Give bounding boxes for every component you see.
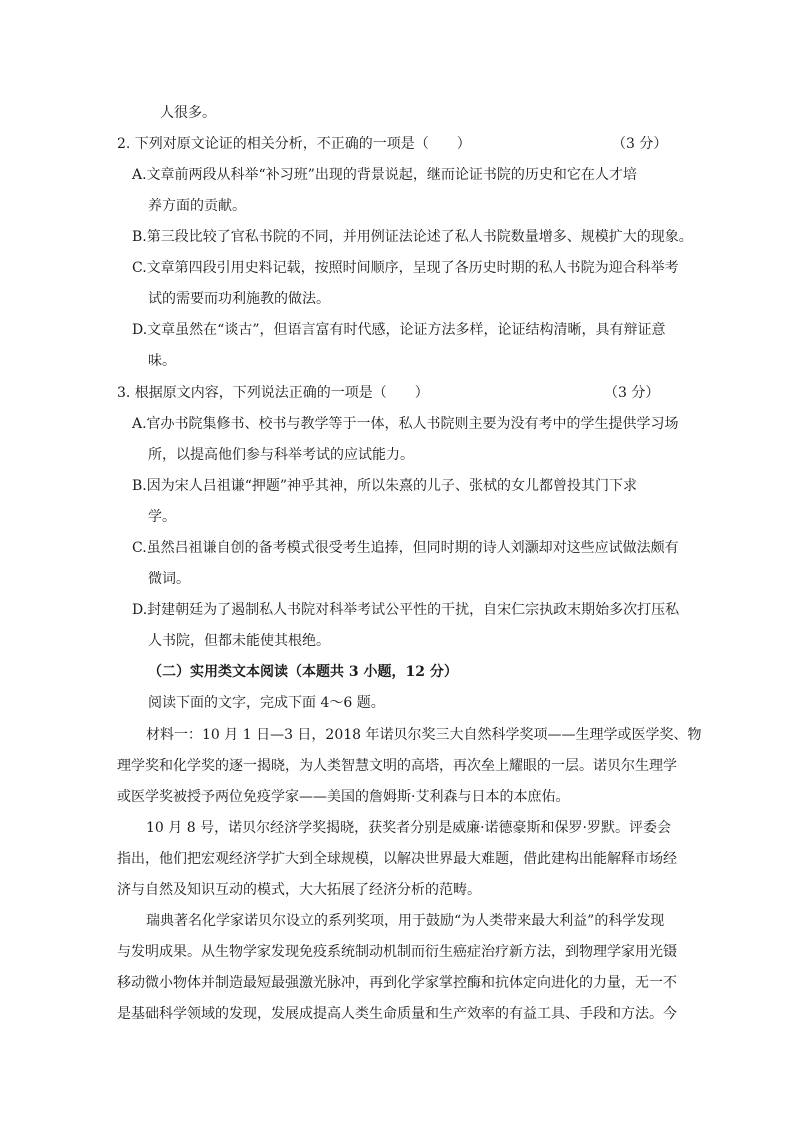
reading-instruction: 阅读下面的文字，完成下面 4～6 题。 — [148, 695, 385, 711]
question-2-stem: 2. 下列对原文论证的相关分析，不正确的一项是（ ） — [117, 136, 471, 152]
option-2a: A.文章前两段从科举“补习班”出现的背景说起，继而论证书院的历史和它在人才培 — [132, 167, 637, 183]
question-2-score: （3 分） — [612, 136, 668, 152]
material-paragraph-line: 理学奖和化学奖的逐一揭晓，为人类智慧文明的高塔，再次垒上耀眼的一层。诺贝尔生理学 — [117, 758, 677, 774]
material-paragraph-line: 与发明成果。从生物学家发现免疫系统制动机制而衍生癌症治疗新方法，到物理学家用光镊 — [117, 944, 677, 960]
material-paragraph-line: 或医学奖被授予两位免疫学家——美国的詹姆斯·艾利森与日本的本庶佑。 — [117, 789, 570, 805]
section-heading: （二）实用类文本阅读（本题共 3 小题，12 分） — [148, 664, 458, 680]
material-paragraph-line: 指出，他们把宏观经济学扩大到全球规模，以解决世界最大难题，借此建构出能解释市场经 — [117, 851, 677, 867]
option-3c-cont: 微词。 — [148, 571, 190, 587]
material-paragraph-line: 材料一：10 月 1 日—3 日，2018 年诺贝尔奖三大自然科学奖项——生理学或医学奖、物 — [146, 727, 702, 743]
option-3d-cont: 人书院，但都未能使其根绝。 — [148, 633, 330, 649]
paragraph-line: 人很多。 — [160, 105, 216, 121]
question-3-score: （3 分） — [604, 385, 660, 401]
material-paragraph-line: 是基础科学领域的发现，发展成提高人类生命质量和生产效率的有益工具、手段和方法。今 — [117, 1006, 677, 1022]
option-2c: C.文章第四段引用史料记载，按照时间顺序，呈现了各历史时期的私人书院为迎合科举考 — [132, 260, 679, 276]
option-3a-cont: 所，以提高他们参与科举考试的应试能力。 — [148, 447, 414, 463]
option-2b: B.第三段比较了官私书院的不同，并用例证法论述了私人书院数量增多、规模扩大的现象。 — [132, 229, 693, 245]
option-2a-cont: 养方面的贡献。 — [148, 198, 246, 214]
option-2d-cont: 味。 — [148, 353, 176, 369]
option-2c-cont: 试的需要而功利施教的做法。 — [148, 291, 330, 307]
option-3b-cont: 学。 — [148, 509, 176, 525]
material-paragraph-line: 10 月 8 号，诺贝尔经济学奖揭晓，获奖者分别是威廉·诺德豪斯和保罗·罗默。评委会 — [146, 820, 671, 836]
option-3c: C.虽然吕祖谦自创的备考模式很受考生追捧，但同时期的诗人刘灏却对这些应试做法颇有 — [132, 540, 679, 556]
material-paragraph-line: 移动微小物体并制造最短最强激光脉冲，再到化学家掌控酶和抗体定向进化的力量，无一不 — [117, 975, 677, 991]
option-2d: D.文章虽然在“谈古”，但语言富有时代感，论证方法多样，论证结构清晰，具有辩证意 — [132, 322, 666, 338]
option-3a: A.官办书院集修书、校书与教学等于一体，私人书院则主要为没有考中的学生提供学习场 — [132, 416, 679, 432]
material-paragraph-line: 瑞典著名化学家诺贝尔设立的系列奖项，用于鼓励“为人类带来最大利益”的科学发现 — [146, 913, 665, 929]
option-3b: B.因为宋人吕祖谦“押题”神乎其神，所以朱熹的儿子、张栻的女儿都曾投其门下求 — [132, 478, 638, 494]
question-3-stem: 3. 根据原文内容，下列说法正确的一项是（ ） — [117, 385, 429, 401]
material-paragraph-line: 济与自然及知识互动的模式，大大拓展了经济分析的范畴。 — [117, 882, 481, 898]
option-3d: D.封建朝廷为了遏制私人书院对科举考试公平性的干扰，自宋仁宗执政末期始多次打压私 — [132, 602, 680, 618]
